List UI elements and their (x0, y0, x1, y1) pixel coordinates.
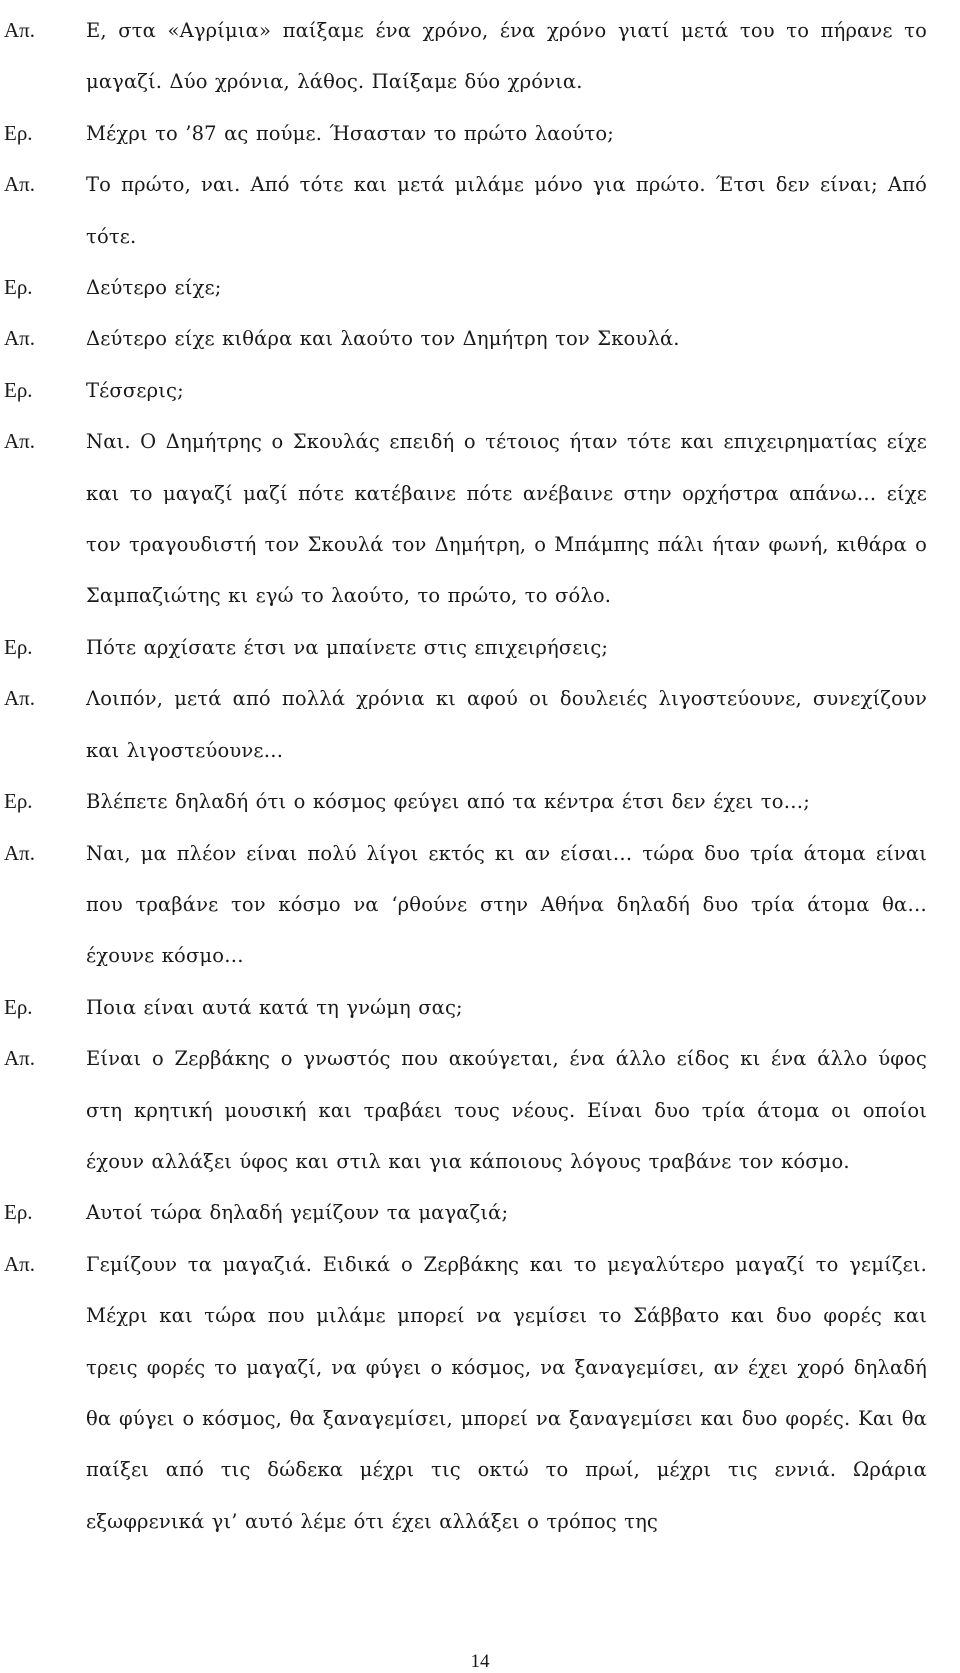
dialogue-entry (0, 159, 960, 262)
dialogue-entry (0, 108, 960, 159)
dialogue-text: Γεμίζουν τα μαγαζιά. Ειδικά ο Ζερβάκης και το μεγαλύτερο μαγαζί το γεμίζει. Μέχρι και τώρα που μιλάμε μπορεί να γεμίσει το Σάββατο και δυο φορές και τρεις φορές το μαγαζί, να φύγει ο κόσμος, να ξαναγεμίσει, αν έχει χορό δηλαδή θα φύγει ο κόσμος, θα ξαναγεμίσει, μπορεί να ξαναγεμίσει και δυο φορές. Και θα παίξει από τις δώδεκα μέχρι τις οκτώ το πρωί, μέχρι τις εννιά. Ωράρια εξωφρενικά γι’ αυτό λέμε ότι έχει αλλάξει ο τρόπος της (86, 1252, 927, 1533)
page-number: 14 (470, 1651, 490, 1672)
dialogue-text: Το πρώτο, ναι. Από τότε και μετά μιλάμε μόνο για πρώτο. Έτσι δεν είναι; Από τότε. (86, 173, 927, 248)
dialogue-text: Μέχρι το ’87 ας πούμε. Ήσασταν το πρώτο λαούτο; (86, 121, 614, 145)
dialogue-text: Δεύτερο είχε κιθάρα και λαούτο τον Δημήτρη τον Σκουλά. (86, 327, 680, 351)
dialogue-text: Δεύτερο είχε; (86, 276, 222, 300)
dialogue-entry (0, 1187, 960, 1238)
dialogue-entry (0, 365, 960, 416)
dialogue-entry (0, 673, 960, 776)
speaker-label: Απ. (4, 840, 36, 865)
speaker-label: Ερ. (4, 994, 33, 1019)
dialogue-text: Ε, στα «Αγρίμια» παίξαμε ένα χρόνο, ένα χρόνο γιατί μετά του το πήρανε το μαγαζί. Δύο χρόνια, λάθος. Παίξαμε δύο χρόνια. (86, 19, 927, 94)
speaker-label: Ερ. (4, 1200, 33, 1225)
speaker-label: Απ. (4, 1046, 36, 1071)
speaker-label: Απ. (4, 686, 36, 711)
speaker-label: Ερ. (4, 377, 33, 402)
speaker-label: Απ. (4, 1251, 36, 1276)
dialogue-entry (0, 828, 960, 982)
dialogue-entry (0, 416, 960, 622)
speaker-label: Απ. (4, 326, 36, 351)
dialogue-entry (0, 776, 960, 827)
dialogue-text: Είναι ο Ζερβάκης ο γνωστός που ακούγεται, ένα άλλο είδος κι ένα άλλο ύφος στη κρητική μουσική και τραβάει τους νέους. Είναι δυο τρία άτομα οι οποίοι έχουν αλλάξει ύφος και στιλ και για κάποιους λόγους τραβάνε τον κόσμο. (86, 1047, 927, 1173)
dialogue-text: Λοιπόν, μετά από πολλά χρόνια κι αφού οι δουλειές λιγοστεύουνε, συνεχίζουν και λιγοστεύουνε… (86, 687, 927, 762)
dialogue-entry (0, 262, 960, 313)
speaker-label: Απ. (4, 18, 36, 42)
dialogue-text: Ναι. Ο Δημήτρης ο Σκουλάς επειδή ο τέτοιος ήταν τότε και επιχειρηματίας είχε και το μαγαζί μαζί πότε κατέβαινε πότε ανέβαινε στην ορχήστρα απάνω… είχε τον τραγουδιστή τον Σκουλά τον Δημήτρη, ο Μπάμπης πάλι ήταν φωνή, κιθάρα ο Σαμπαζιώτης κι εγώ το λαούτο, το πρώτο, το σόλο. (86, 430, 927, 608)
dialogue-entry (0, 1239, 960, 1547)
dialogue-entry (0, 5, 960, 108)
speaker-label: Ερ. (4, 789, 33, 814)
speaker-label: Ερ. (4, 275, 33, 300)
dialogue-text: Πότε αρχίσατε έτσι να μπαίνετε στις επιχειρήσεις; (86, 635, 609, 659)
dialogue-entry (0, 982, 960, 1033)
speaker-label: Απ. (4, 172, 36, 197)
dialogue-entry (0, 1033, 960, 1187)
speaker-label: Ερ. (4, 120, 33, 145)
dialogue-text: Ναι, μα πλέον είναι πολύ λίγοι εκτός κι αν είσαι… τώρα δυο τρία άτομα είναι που τραβάνε τον κόσμο να ‘ρθούνε στην Αθήνα δηλαδή δυο τρία άτομα θα… έχουνε κόσμο… (86, 841, 927, 968)
speaker-label: Ερ. (4, 634, 33, 659)
dialogue-entry (0, 313, 960, 364)
dialogue-entry (0, 622, 960, 673)
dialogue-text: Τέσσερις; (86, 378, 184, 402)
dialogue-text: Αυτοί τώρα δηλαδή γεμίζουν τα μαγαζιά; (86, 1201, 509, 1225)
dialogue-text: Ποια είναι αυτά κατά τη γνώμη σας; (86, 995, 463, 1019)
speaker-label: Απ. (4, 429, 36, 454)
dialogue-text: Βλέπετε δηλαδή ότι ο κόσμος φεύγει από τα κέντρα έτσι δεν έχει το…; (86, 790, 810, 814)
